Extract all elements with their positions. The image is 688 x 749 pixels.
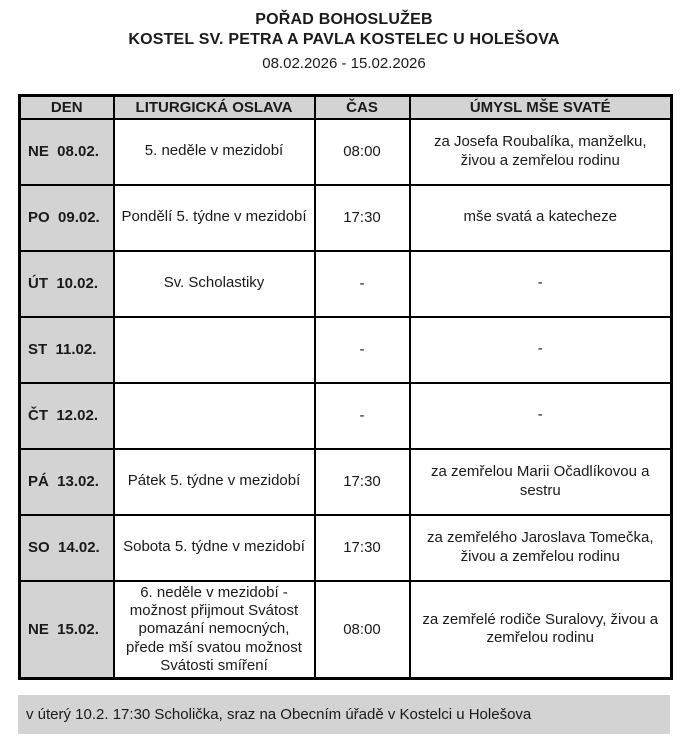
table-row [20, 119, 672, 185]
celebration-cell [114, 317, 315, 383]
church-name: KOSTEL SV. PETRA A PAVLA KOSTELEC U HOLEŠOVA [128, 31, 560, 49]
title-block [18, 10, 670, 73]
celebration-cell: Sobota 5. týdne v mezidobí [114, 515, 315, 581]
table-row [20, 449, 672, 515]
schedule-table [18, 94, 673, 680]
celebration-cell: Pondělí 5. týdne v mezidobí [114, 185, 315, 251]
time-cell: - [315, 317, 410, 383]
schedule-header [20, 96, 672, 119]
time-cell: 17:30 [315, 515, 410, 581]
day-cell: ÚT 10.02. [20, 251, 114, 317]
time-cell: 17:30 [315, 185, 410, 251]
schedule-body [20, 119, 672, 679]
header-cell-den: DEN [20, 96, 114, 119]
celebration-cell: 6. neděle v mezidobí - možnost přijmout Svátost pomazání nemocných, přede mší svatou možnost Svátosti smíření [114, 581, 315, 679]
day-cell: PÁ 13.02. [20, 449, 114, 515]
day-cell: NE 15.02. [20, 581, 114, 679]
page-title: POŘAD BOHOSLUŽEB [255, 11, 433, 28]
header-cell-cas: ČAS [315, 96, 410, 119]
footer-note-text: v úterý 10.2. 17:30 Scholička, sraz na Obecním úřadě v Kostelci u Holešova [26, 706, 532, 724]
celebration-cell: Sv. Scholastiky [114, 251, 315, 317]
celebration-cell [114, 383, 315, 449]
day-cell: ST 11.02. [20, 317, 114, 383]
header-cell-liturgicka-oslava: LITURGICKÁ OSLAVA [114, 96, 315, 119]
day-cell: PO 09.02. [20, 185, 114, 251]
time-cell: 08:00 [315, 119, 410, 185]
day-cell: ČT 12.02. [20, 383, 114, 449]
table-row [20, 515, 672, 581]
intention-cell: za zemřelé rodiče Suralovy, živou a zemřelou rodinu [410, 581, 672, 679]
intention-cell: - [410, 251, 672, 317]
intention-cell: za zemřelého Jaroslava Tomečka, živou a zemřelou rodinu [410, 515, 672, 581]
intention-cell: - [410, 317, 672, 383]
time-cell: - [315, 251, 410, 317]
header-row [20, 96, 672, 119]
time-cell: 08:00 [315, 581, 410, 679]
celebration-cell: 5. neděle v mezidobí [114, 119, 315, 185]
table-row [20, 251, 672, 317]
date-range: 08.02.2026 - 15.02.2026 [262, 54, 426, 72]
day-cell: SO 14.02. [20, 515, 114, 581]
table-row [20, 383, 672, 449]
intention-cell: - [410, 383, 672, 449]
day-cell: NE 08.02. [20, 119, 114, 185]
table-row [20, 185, 672, 251]
intention-cell: za zemřelou Marii Očadlíkovou a sestru [410, 449, 672, 515]
footer-note [18, 695, 670, 734]
table-row [20, 317, 672, 383]
table-row [20, 581, 672, 679]
header-cell-umysl: ÚMYSL MŠE SVATÉ [410, 96, 672, 119]
intention-cell: mše svatá a katecheze [410, 185, 672, 251]
celebration-cell: Pátek 5. týdne v mezidobí [114, 449, 315, 515]
time-cell: - [315, 383, 410, 449]
intention-cell: za Josefa Roubalíka, manželku, živou a zemřelou rodinu [410, 119, 672, 185]
time-cell: 17:30 [315, 449, 410, 515]
